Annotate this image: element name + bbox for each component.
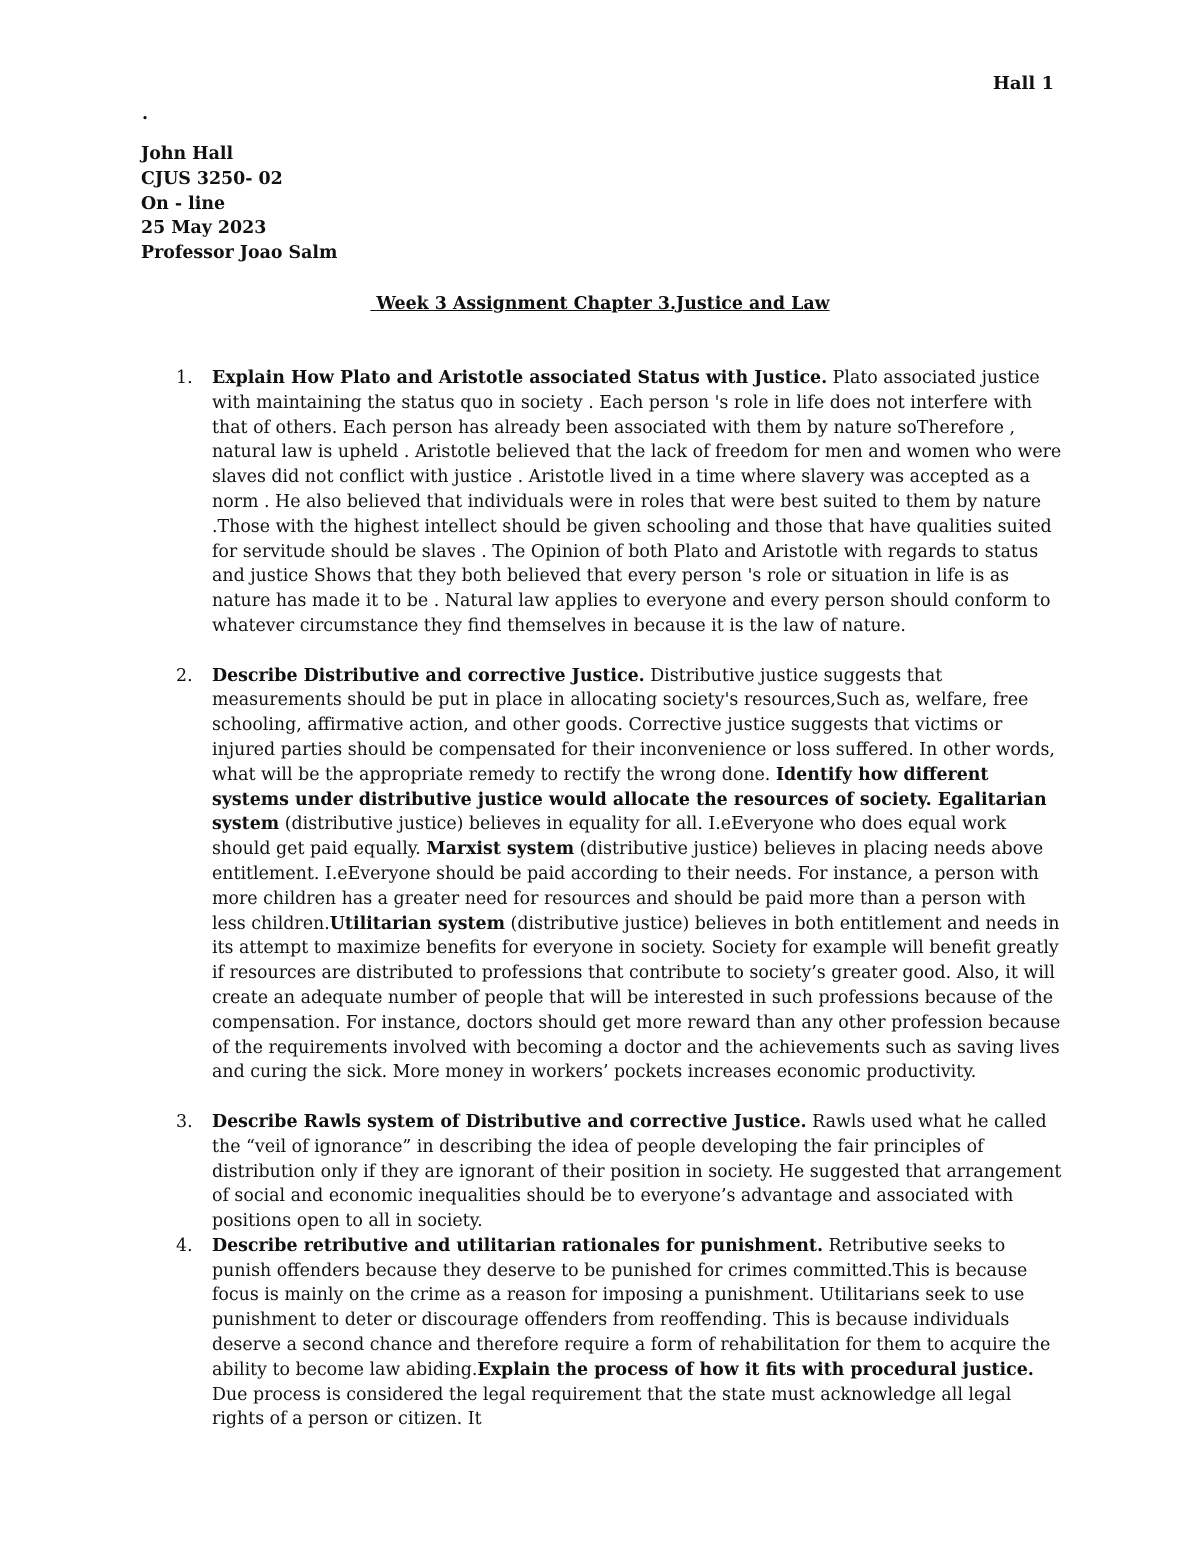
answer-text: Plato associated justice with maintaining the status quo in society . Each person 's role in life does not interfere with that of others. Each person has already been associated with them by nature soTherefore , natural law is upheld . Aristotle believed that the lack of freedom for men and women who were slaves did not conflict with justice . Aristotle lived in a time where slavery was accepted as a norm . He also believed that individuals were in roles that were best suited to them by nature .Those with the highest intellect should be given schooling and those that have qualities suited for servitude should be slaves . The Opinion of both Plato and Aristotle with regards to status and justice Shows that they both believed that every person 's role or situation in life is as nature has made it to be . Natural law applies to everyone and every person should conform to whatever circumstance they find themselves in because it is the law of nature. xyxy=(212,368,1062,636)
course-mode: On - line xyxy=(141,193,226,214)
question-text: Describe Distributive and corrective Justice. xyxy=(212,665,645,686)
question-text: Describe Rawls system of Distributive and corrective Justice. xyxy=(212,1111,807,1132)
system-label: Marxist system xyxy=(426,839,575,860)
answer-text: Due process is considered the legal requirement that the state must acknowledge all legal rights of a person or citizen. It xyxy=(212,1384,1012,1430)
question-text: Identify how different systems under distributive justice would allocate the resources of society. xyxy=(212,764,989,810)
student-info-block xyxy=(141,142,337,266)
assignment-title: Week 3 Assignment Chapter 3.Justice and Law xyxy=(370,294,830,314)
answer-text: (distributive justice) believes in both entitlement and needs in its attempt to maximize benefits for everyone in society. Society for example will benefit greatly if resources are distributed to professions that contribute to society’s greater good. Also, it will create an adequate number of people that will be interested in such professions because of the compensation. For instance, doctors should get more reward than any other profession because of the requirements involved with becoming a doctor and the achievements such as saving lives and curing the sick. More money in workers’ pockets increases economic productivity. xyxy=(212,913,1061,1083)
question-text: Describe retributive and utilitarian rationales for punishment. xyxy=(212,1235,824,1256)
item-paragraph xyxy=(212,1234,1062,1432)
item-number: 2. xyxy=(176,665,193,686)
page-header-label: Hall 1 xyxy=(992,73,1054,94)
list-item xyxy=(176,366,1062,639)
system-label: Egalitarian system xyxy=(212,789,1047,835)
stray-dot: . xyxy=(142,104,149,124)
item-number: 1. xyxy=(176,368,193,388)
course-code: CJUS 3250- 02 xyxy=(141,168,283,189)
item-number: 3. xyxy=(176,1111,193,1132)
question-list xyxy=(176,366,1062,1432)
list-item xyxy=(176,664,1062,1086)
system-label: Utilitarian system xyxy=(329,913,506,934)
answer-text: Distributive justice suggests that measurements should be put in place in allocating society's resources,Such as, welfare, free schooling, affirmative action, and other goods. Corrective justice suggests that victims or injured parties should be compensated for their inconvenience or loss suffered. In other words, what will be the appropriate remedy to rectify the wrong done. xyxy=(212,665,1055,785)
answer-text: (distributive justice) believes in placing needs above entitlement. I.eEveryone should be paid according to their needs. For instance, a person with more children has a greater need for resources and should be paid more than a person with less children. xyxy=(212,839,1044,934)
question-text: Explain How Plato and Aristotle associated Status with Justice. xyxy=(212,368,828,388)
submission-date: 25 May 2023 xyxy=(141,218,267,239)
item-paragraph xyxy=(212,1110,1062,1234)
item-number: 4. xyxy=(176,1235,193,1256)
answer-text: Retributive seeks to punish offenders because they deserve to be punished for crimes committed.This is because focus is mainly on the crime as a reason for imposing a punishment. Utilitarians seek to use punishment to deter or discourage offenders from reoffending. This is because individuals deserve a second chance and therefore require a form of rehabilitation for them to acquire the ability to become law abiding. xyxy=(212,1235,1051,1380)
answer-text: Rawls used what he called the “veil of ignorance” in describing the idea of people developing the fair principles of distribution only if they are ignorant of their position in society. He suggested that arrangement of social and economic inequalities should be to everyone’s advantage and associated with positions open to all in society. xyxy=(212,1111,1062,1232)
item-paragraph xyxy=(212,664,1062,1086)
list-item xyxy=(176,1234,1062,1432)
question-text: Explain the process of how it fits with procedural justice. xyxy=(477,1359,1034,1380)
answer-text: (distributive justice) believes in equality for all. I.eEveryone who does equal work should get paid equally. xyxy=(212,814,1007,860)
professor-name: Professor Joao Salm xyxy=(141,243,338,264)
list-item xyxy=(176,1110,1062,1234)
item-paragraph xyxy=(212,366,1062,639)
student-name: John Hall xyxy=(141,144,234,164)
